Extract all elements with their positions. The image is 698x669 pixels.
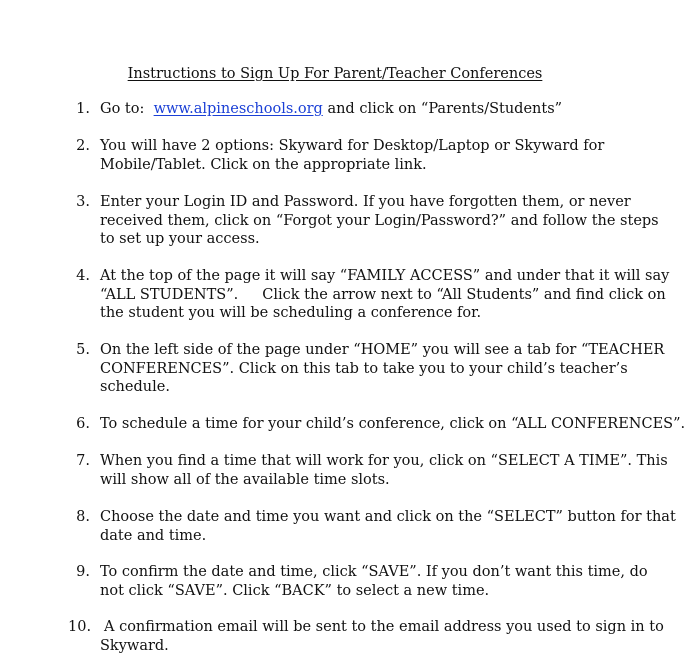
step-number: 4.: [76, 268, 90, 284]
step-number: 9.: [76, 564, 90, 580]
step-line: To confirm the date and time, click “SAVE”. If you don’t want this time, do: [100, 564, 648, 580]
step-line: When you find a time that will work for you, click on “SELECT A TIME”. This: [100, 453, 668, 469]
step-number: 8.: [76, 509, 90, 525]
step-text: [100, 415, 686, 434]
step-line: not click “SAVE”. Click “BACK” to select a new time.: [100, 582, 490, 599]
step-line: Choose the date and time you want and click on the “SELECT” button for that: [100, 509, 676, 525]
step-line: To schedule a time for your child’s conference, click on “ALL CONFERENCES”.: [100, 416, 686, 432]
step-line: Skyward.: [100, 637, 169, 654]
step-line: You will have 2 options: Skyward for Desktop/Laptop or Skyward for: [100, 138, 605, 154]
step-text: [100, 563, 680, 600]
step-number: 5.: [76, 342, 90, 358]
step-text: [100, 618, 684, 655]
step-number: 3.: [76, 194, 90, 210]
step-1-suffix: and click on “Parents/Students”: [327, 101, 563, 117]
step-line: received them, click on “Forgot your Login/Password?” and follow the steps: [100, 212, 659, 229]
step-text: [100, 267, 680, 323]
step-text: [100, 341, 680, 397]
alpineschools-link[interactable]: www.alpineschools.org: [153, 101, 323, 117]
step-line: will show all of the available time slots.: [100, 471, 390, 488]
step-text: [100, 100, 680, 119]
step-line: Enter your Login ID and Password. If you have forgotten them, or never: [100, 194, 631, 210]
step-number: 6.: [76, 416, 90, 432]
step-line: On the left side of the page under “HOME” you will see a tab for “TEACHER: [100, 342, 665, 358]
page-title: Instructions to Sign Up For Parent/Teacher Conferences: [127, 66, 543, 82]
step-1-prefix: Go to:: [100, 101, 145, 117]
step-number: 2.: [76, 138, 90, 154]
step-text: [100, 508, 680, 545]
step-line: Mobile/Tablet. Click on the appropriate link.: [100, 156, 427, 173]
step-line: Click the arrow next to “All Students” and find click on: [262, 286, 666, 303]
step-text: [100, 193, 680, 249]
step-line: At the top of the page it will say “FAMILY ACCESS” and under that it will say: [100, 268, 670, 284]
step-line: date and time.: [100, 527, 207, 544]
step-line: A confirmation email will be sent to the email address you used to sign in to: [104, 619, 664, 635]
step-number: 1.: [76, 101, 90, 117]
step-number: 10.: [68, 619, 92, 635]
step-text: [100, 137, 680, 174]
step-line: schedule.: [100, 379, 170, 395]
step-number: 7.: [76, 453, 90, 469]
step-line: CONFERENCES”. Click on this tab to take you to your child’s teacher’s: [100, 360, 628, 377]
step-text: [100, 452, 680, 489]
step-line: “ALL STUDENTS”.: [100, 286, 239, 303]
step-line: to set up your access.: [100, 231, 260, 247]
step-line: the student you will be scheduling a conference for.: [100, 305, 482, 321]
